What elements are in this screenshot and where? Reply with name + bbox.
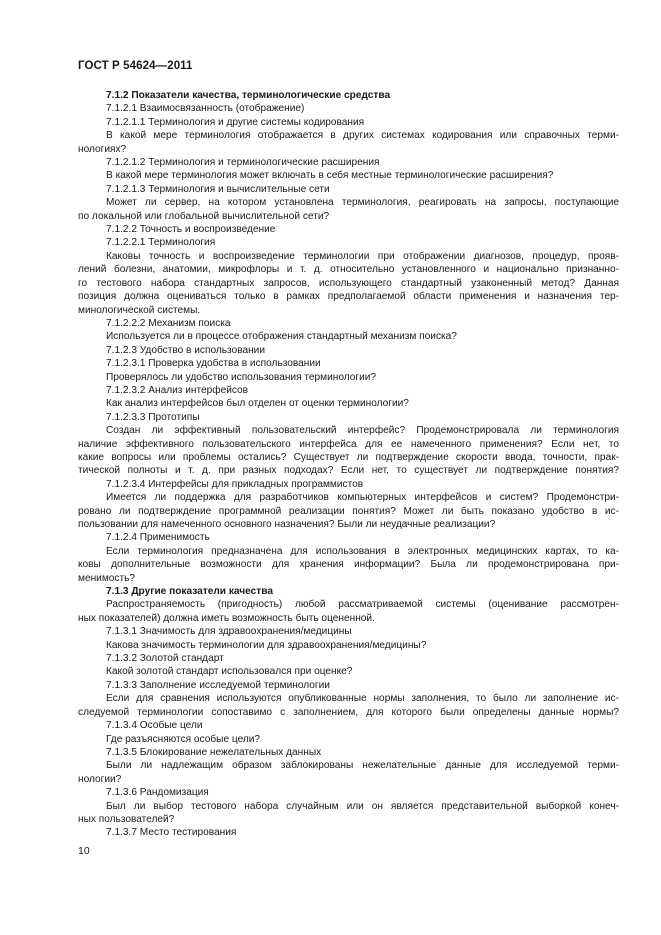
text-line: по локальной или глобальной вычислительной сети?: [78, 210, 330, 222]
text-line: Может ли сервер, на котором установлена терминология, реагировать на запросы, поступающие: [106, 197, 619, 209]
text-line: ных показателей) должна иметь возможность быть оцененной.: [78, 612, 375, 624]
text-line: Какой золотой стандарт использовался при оценке?: [106, 666, 353, 678]
text-line: В какой мере терминология отображается в других системах кодирования или справочных терми-: [106, 130, 619, 142]
text-line: 7.1.2.3.1 Проверка удобства в использовании: [106, 358, 321, 370]
text-line: Каковы точность и воспроизведение терминологии при отображении диагнозов, процедур, прояв-: [106, 250, 619, 262]
text-line: Создан ли эффективный пользовательский интерфейс? Продемонстрировала ли терминология: [106, 425, 619, 437]
section-heading: 7.1.3 Другие показатели качества: [106, 586, 273, 598]
text-line: 7.1.3.1 Значимость для здравоохранения/медицины: [106, 626, 352, 638]
text-line: лений болезни, анатомии, микрофлоры и т. д. относительно установленного и национально признанно-: [78, 264, 619, 276]
text-line: 7.1.2.1 Взаимосвязанность (отображение): [106, 103, 305, 115]
text-line: Распространяемость (пригодность) любой рассматриваемой системы (оценивание рассмотрен-: [106, 599, 619, 611]
text-line: тической полноты и т. д. при разных подходах? Если нет, то существует ли подтверждение понятия?: [78, 465, 619, 477]
text-line: нологии?: [78, 773, 122, 785]
text-line: пользовании для намеченного основного назначения? Были ли неудачные реализации?: [78, 519, 496, 530]
text-line: следуемой терминологии сопоставимо с заполнением, для которого были определены данные нормы?: [78, 706, 619, 718]
text-line: 7.1.2.1.2 Терминология и терминологические расширения: [106, 157, 380, 169]
text-line: 7.1.2.2.2 Механизм поиска: [106, 317, 231, 329]
section-heading: 7.1.2 Показатели качества, терминологические средства: [106, 90, 391, 101]
text-line: го тестового набора стандартных запросов, использующего стандартный узаконенный метод? Данная: [78, 277, 619, 289]
text-line: Если для сравнения используются опубликованные нормы заполнения, то было ли заполнение ис-: [106, 693, 619, 705]
document-header: ГОСТ Р 54624—2011: [78, 60, 193, 72]
text-line: 7.1.3.3 Заполнение исследуемой терминологии: [106, 679, 330, 691]
text-line: Используется ли в процессе отображения стандартный механизм поиска?: [106, 331, 457, 343]
text-line: минологической системы.: [78, 304, 201, 316]
text-line: 7.1.2.3 Удобство в использовании: [106, 344, 265, 356]
text-line: Проверялось ли удобство использования терминологии?: [106, 371, 377, 383]
text-line: Какова значимость терминологии для здравоохранения/медицины?: [106, 639, 427, 651]
text-line: 7.1.3.4 Особые цели: [106, 720, 203, 732]
text-line: нологиях?: [78, 143, 127, 155]
text-line: 7.1.2.3.2 Анализ интерфейсов: [106, 384, 249, 396]
text-line: ковы дополнительные возможности для хранения информации? Была ли продемонстрирована при-: [78, 559, 619, 571]
page-number: 10: [78, 845, 90, 857]
text-line: 7.1.3.7 Место тестирования: [106, 827, 237, 839]
text-line: ровано ли подтверждение программной реализации понятия? Может ли быть показано удобство в ис-: [78, 505, 619, 517]
text-line: 7.1.2.2.1 Терминология: [106, 237, 216, 249]
text-line: Были ли надлежащим образом заблокированы нежелательные данные для исследуемой терми-: [106, 760, 619, 772]
text-line: 7.1.2.4 Применимость: [106, 532, 210, 544]
text-line: 7.1.2.2 Точность и воспроизведение: [106, 224, 276, 236]
text-line: Если терминология предназначена для использования в электронных медицинских картах, то ка-: [106, 545, 619, 557]
text-line: 7.1.3.2 Золотой стандарт: [106, 653, 224, 665]
text-line: позиция должна оцениваться только в рамках предполагаемой области применения и назначения тер-: [78, 291, 619, 303]
document-body: [78, 89, 619, 840]
text-line: В какой мере терминология может включать в себя местные терминологические расширения?: [106, 170, 554, 182]
text-line: менимость?: [78, 572, 136, 584]
text-line: 7.1.3.6 Рандомизация: [106, 787, 209, 799]
text-line: ных пользователей?: [78, 813, 175, 825]
text-line: какие вопросы или проблемы остались? Существует ли подтверждение скорости ввода, точности, прак-: [78, 451, 619, 463]
text-line: Как анализ интерфейсов был отделен от оценки терминологии?: [106, 398, 409, 410]
text-line: Где разъясняются особые цели?: [106, 733, 261, 745]
text-line: 7.1.2.1.1 Терминология и другие системы кодирования: [106, 116, 365, 128]
text-line: наличие эффективного пользовательского интерфейса для ее намеченного применения? Если нет, то: [78, 438, 619, 450]
text-line: 7.1.2.1.3 Терминология и вычислительные сети: [106, 183, 330, 195]
text-line: 7.1.2.3.4 Интерфейсы для прикладных программистов: [106, 478, 364, 490]
text-line: 7.1.3.5 Блокирование нежелательных данных: [106, 746, 322, 758]
text-line: 7.1.2.3.3 Прототипы: [106, 411, 200, 423]
text-line: Был ли выбор тестового набора случайным или он является представительной выборкой конеч-: [106, 800, 619, 812]
text-line: Имеется ли поддержка для разработчиков компьютерных интерфейсов и систем? Продемонстри-: [106, 492, 619, 504]
